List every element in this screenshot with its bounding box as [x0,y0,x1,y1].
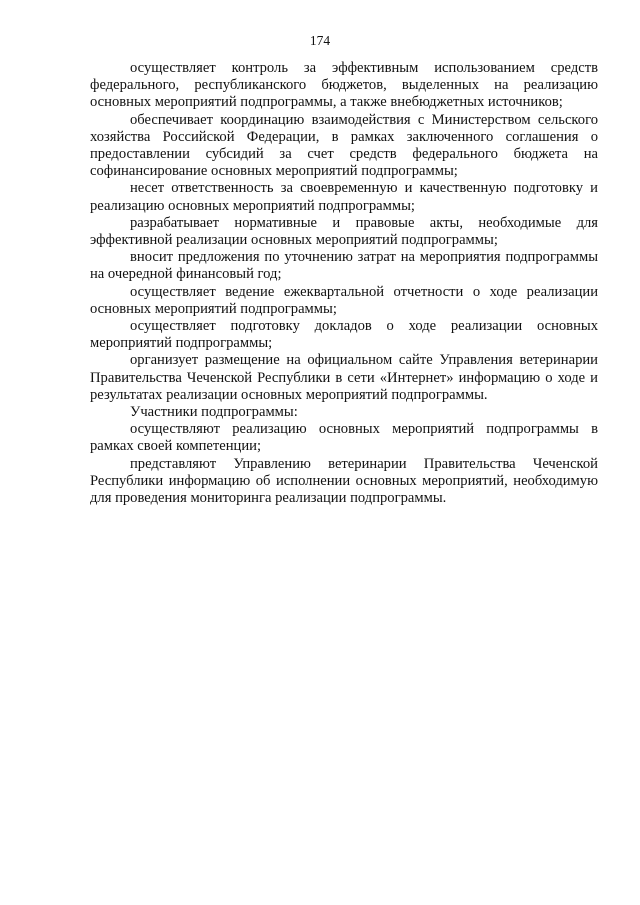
paragraph-10: осуществляют реализацию основных мероприятий подпрограммы в рамках своей компетенции; [90,421,598,455]
paragraph-11: представляют Управлению ветеринарии Правительства Чеченской Республики информацию об исполнении основных мероприятий, необходимую для проведения мониторинга реализации подпрограммы. [90,455,598,507]
paragraph-7: осуществляет подготовку докладов о ходе реализации основных мероприятий подпрограммы; [90,318,598,352]
participants-heading: Участники подпрограммы: [130,404,298,421]
paragraph-6: осуществляет ведение ежеквартальной отчетности о ходе реализации основных мероприятий подпрограммы; [90,283,598,317]
page-number: 174 [309,33,331,48]
paragraph-5: вносит предложения по уточнению затрат на мероприятия подпрограммы на очередной финансовый год; [90,249,598,283]
paragraph-3: несет ответственность за своевременную и качественную подготовку и реализацию основных мероприятий подпрограммы; [90,180,598,214]
paragraph-1: осуществляет контроль за эффективным использованием средств федерального, республиканского бюджетов, выделенных на реализацию основных мероприятий подпрограммы, а также внебюджетных источников; [90,60,598,111]
document-body [90,60,598,507]
paragraph-8: организует размещение на официальном сайте Управления ветеринарии Правительства Чеченской Республики в сети «Интернет» информацию о ходе и результатах реализации основных мероприятий подпрограммы. [90,352,598,403]
paragraph-4: разрабатывает нормативные и правовые акты, необходимые для эффективной реализации основных мероприятий подпрограммы; [90,214,598,249]
paragraph-2: обеспечивает координацию взаимодействия с Министерством сельского хозяйства Российской Федерации, в рамках заключенного соглашения о предоставлении субсидий за счет средств федерального бюджета на софинансирование основных мероприятий подпрограммы; [90,111,598,180]
